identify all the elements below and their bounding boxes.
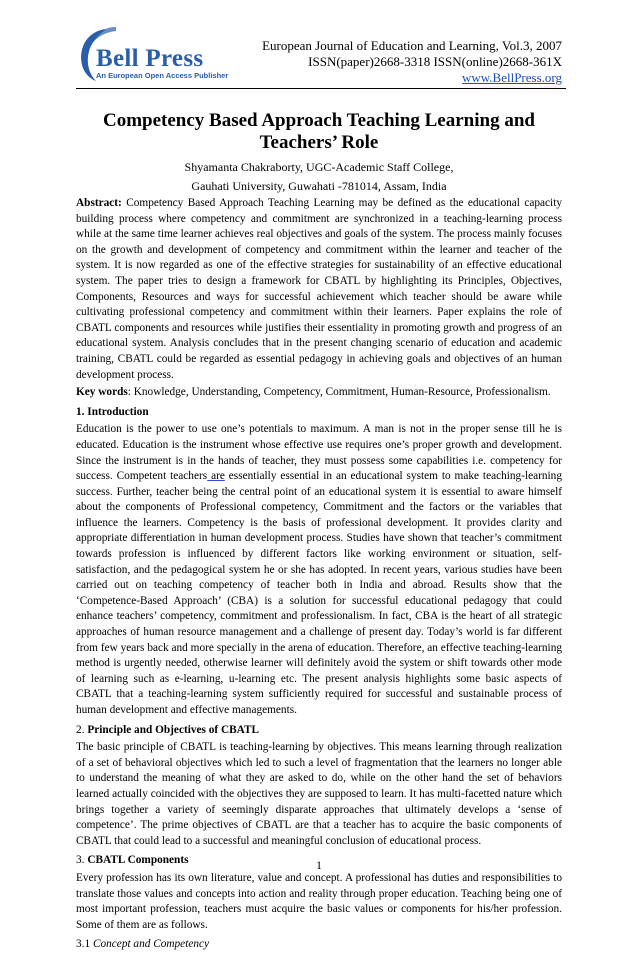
author-block xyxy=(76,158,562,196)
paper-title: Competency Based Approach Teaching Learning and Teachers’ Role xyxy=(103,110,535,153)
section-3-heading: 3. CBATL Components xyxy=(76,854,189,867)
abstract xyxy=(76,196,562,383)
section-3-text: Every profession has its own literature, value and concept. A professional has duties and responsibilities to translate those values and concepts into action and reality through proper education. Teaching being one of most important profession, teachers must acquire the basic values or components for his/her profession. Some of them are as follows. xyxy=(76,871,562,931)
underlined-word: are xyxy=(207,470,225,483)
keywords-text: : Knowledge, Understanding, Competency, Commitment, Human-Resource, Professionalism. xyxy=(127,386,551,399)
section-2-heading: 2. Principle and Objectives of CBATL xyxy=(76,723,260,736)
author-address: Gauhati University, Guwahati -781014, Assam, India xyxy=(191,179,447,193)
keywords-label: Key words xyxy=(76,386,128,399)
journal-url-link[interactable]: www.BellPress.org xyxy=(461,70,562,85)
section-1-heading: 1. Introduction xyxy=(76,405,149,418)
keywords xyxy=(76,385,562,401)
paper-body xyxy=(76,196,562,955)
section-3-1-heading: 3.1 Concept and Competency xyxy=(76,938,210,951)
journal-issn: ISSN(paper)2668-3318 ISSN(online)2668-361X xyxy=(308,54,562,69)
logo-tagline: An European Open Access Publisher xyxy=(96,71,229,80)
section-1-text: Education is the power to use one’s potentials to maximum. A man is not in the proper sense till he is educated. Education is the instrument whose effective use requires one’s proper growth and development. Since the instrument is in the hands of teacher, they must possess some capabilities i.e. competency for success. Competent teachers are essentially essential in an educational system to make teaching-learning success. Further, teacher being the central point of an educational system it is essential to aware himself about the components of Professional competency, Commitment and the factors or the variables that influence the learners. Competency is the basis of professional development. It provides clarity and appropriate differentiation in human development process. Studies have shown that teacher’s commitment towards profession is influenced by different factors like working environment or situation, self-satisfaction, and the pedagogical system he or she has adopted. In recent years, various studies have been carried out on teaching competency of teacher both in India and abroad. Results show that the ‘Competence-Based Approach’ (CBA) is a solution for successful educational pedagogy that could enhance teachers’ competency, commitment and professionalism. In fact, CBA is the heart of all strategic approaches of human resource management and a challenge of present day. Today’s world is far different from few years back and more specially in the arena of education. Therefore, an effective teaching-learning method is urgently needed, otherwise learner will definitely avoid the system or shift towards other mode of learning such as e-learning, u-learning etc. The present analysis highlights some basic aspects of CBATL that a teaching-learning system sufficiently required for successful and sustainable process of human development and effective managements. xyxy=(76,423,562,716)
page-number: 1 xyxy=(316,858,322,872)
header-divider xyxy=(76,88,566,89)
abstract-label: Abstract: xyxy=(76,197,122,209)
author-affiliation: Shyamanta Chakraborty, UGC-Academic Staff College, xyxy=(184,160,454,174)
abstract-text: Competency Based Approach Teaching Learning may be defined as the educational capacity building process where competency and commitment are synchronized in a teaching-learning process while at the same time learner achieves real objectives and goals of the system. The process mainly focuses on the growth and development of competency and commitment within the learner and teacher of the system. It is now regarded as one of the effective strategies for sustainability of an effective educational system. The paper tries to design a framework for CBATL by highlighting its Principles, Objectives, Components, Resources and ways for successful achievement which teacher should be aware while cultivating professional competency and commitment within their learners. Paper explains the role of CBATL components and resources while justifies their essentiality in promoting growth and progress of an educational system. Analysis concludes that in the present changing scenario of education and academic training, CBATL could be regarded as essential pedagogy in achieving goals and objectives of an human development process. xyxy=(76,197,562,381)
bell-press-logo xyxy=(76,25,236,85)
logo-name: Bell Press xyxy=(96,45,204,72)
journal-info xyxy=(262,38,562,86)
journal-title: European Journal of Education and Learning, Vol.3, 2007 xyxy=(262,38,562,53)
section-2-text: The basic principle of CBATL is teaching-learning by objectives. This means learning through realization of a set of behavioral objectives which led to such a level of fragmentation that the learners no longer able to understand the meaning of what they are asked to do, while on the other hand the set of behaviors learned actually coincided with the objectives they are supposed to learn. It has multi-facetted nature which brings together a variety of seemingly disparate approaches that ultimately develops a ‘sense of competence’. The prime objectives of CBATL are that a teacher has to acquire the basic components of CBATL that could lead to a successful and meaningful conclusion of educational process. xyxy=(76,741,562,847)
